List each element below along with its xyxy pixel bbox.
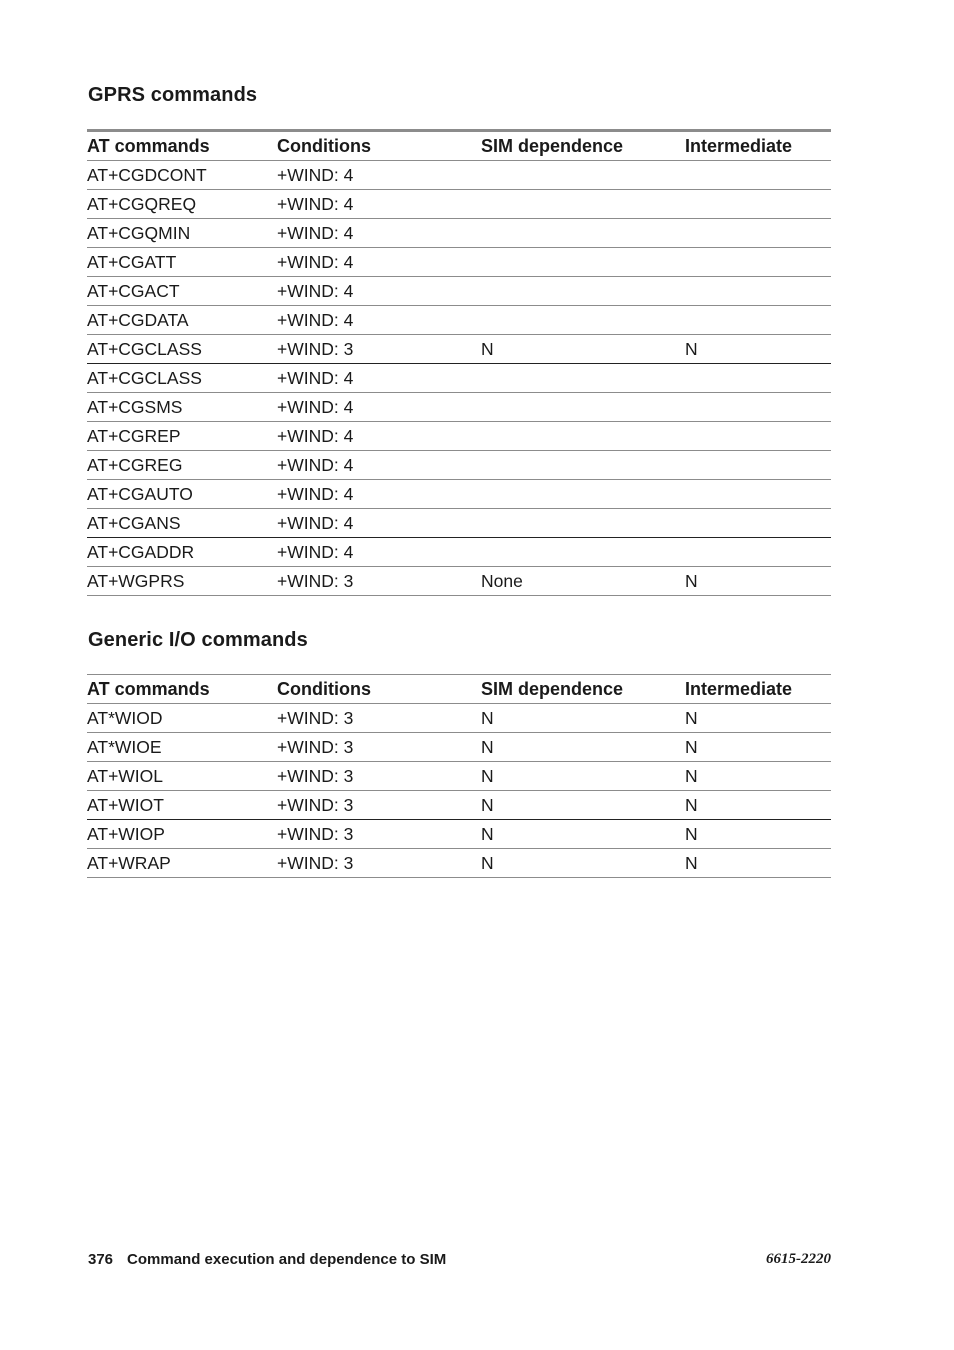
table-row [87,306,831,335]
intermediate-cell [685,190,831,219]
intermediate-cell [685,480,831,509]
sim-dependence-cell [481,190,685,219]
sim-dependence-cell: N [481,791,685,820]
sim-dependence-cell [481,480,685,509]
gprs-section-title: GPRS commands [88,84,258,106]
page-number: 376 [88,1251,114,1268]
table-row [87,161,831,190]
table-row [87,509,831,538]
table-row [87,219,831,248]
condition-cell: +WIND: 4 [277,509,481,538]
table-row [87,335,831,364]
command-cell: AT+WIOT [87,791,277,820]
table-row [87,567,831,596]
page-footer [88,1251,831,1268]
table-row [87,849,831,878]
sim-dependence-cell: N [481,849,685,878]
intermediate-cell: N [685,762,831,791]
command-cell: AT+CGCLASS [87,335,277,364]
table-row [87,190,831,219]
generic-io-section-title: Generic I/O commands [88,629,308,651]
sim-dependence-cell [481,277,685,306]
command-cell: AT+CGDATA [87,306,277,335]
header-conditions: Conditions [277,675,481,704]
sim-dependence-cell [481,161,685,190]
condition-cell: +WIND: 4 [277,190,481,219]
intermediate-cell [685,538,831,567]
gprs-commands-table [87,129,831,596]
condition-cell: +WIND: 4 [277,364,481,393]
command-cell: AT+CGCLASS [87,364,277,393]
command-cell: AT+CGSMS [87,393,277,422]
intermediate-cell: N [685,704,831,733]
header-sim-dependence: SIM dependence [481,675,685,704]
sim-dependence-cell [481,393,685,422]
command-cell: AT*WIOD [87,704,277,733]
condition-cell: +WIND: 3 [277,849,481,878]
command-cell: AT+WRAP [87,849,277,878]
table-row [87,733,831,762]
intermediate-cell [685,248,831,277]
command-cell: AT+CGREP [87,422,277,451]
intermediate-cell: N [685,567,831,596]
table-row [87,820,831,849]
command-cell: AT+WGPRS [87,567,277,596]
condition-cell: +WIND: 3 [277,567,481,596]
header-at-commands: AT commands [87,675,277,704]
sim-dependence-cell: N [481,820,685,849]
sim-dependence-cell [481,248,685,277]
condition-cell: +WIND: 4 [277,248,481,277]
condition-cell: +WIND: 4 [277,451,481,480]
table-header-row [87,675,831,704]
table-header-row [87,131,831,161]
table-row [87,451,831,480]
sim-dependence-cell: None [481,567,685,596]
intermediate-cell: N [685,335,831,364]
sim-dependence-cell [481,306,685,335]
condition-cell: +WIND: 4 [277,393,481,422]
sim-dependence-cell [481,451,685,480]
command-cell: AT+WIOP [87,820,277,849]
command-cell: AT+WIOL [87,762,277,791]
sim-dependence-cell: N [481,335,685,364]
condition-cell: +WIND: 4 [277,480,481,509]
intermediate-cell [685,277,831,306]
header-sim-dependence: SIM dependence [481,131,685,161]
table-row [87,704,831,733]
command-cell: AT*WIOE [87,733,277,762]
command-cell: AT+CGADDR [87,538,277,567]
command-cell: AT+CGATT [87,248,277,277]
command-cell: AT+CGDCONT [87,161,277,190]
sim-dependence-cell [481,538,685,567]
condition-cell: +WIND: 4 [277,219,481,248]
intermediate-cell: N [685,733,831,762]
sim-dependence-cell [481,364,685,393]
footer-section-title: Command execution and dependence to SIM [127,1251,447,1268]
intermediate-cell [685,451,831,480]
sim-dependence-cell: N [481,704,685,733]
intermediate-cell [685,161,831,190]
intermediate-cell: N [685,791,831,820]
command-cell: AT+CGANS [87,509,277,538]
command-cell: AT+CGACT [87,277,277,306]
document-number: 6615-2220 [766,1251,831,1267]
table-row [87,791,831,820]
header-intermediate: Intermediate [685,675,831,704]
intermediate-cell [685,219,831,248]
table-row [87,762,831,791]
sim-dependence-cell [481,219,685,248]
table-row [87,248,831,277]
sim-dependence-cell: N [481,733,685,762]
command-cell: AT+CGAUTO [87,480,277,509]
sim-dependence-cell: N [481,762,685,791]
sim-dependence-cell [481,509,685,538]
condition-cell: +WIND: 3 [277,791,481,820]
sim-dependence-cell [481,422,685,451]
intermediate-cell: N [685,820,831,849]
table-row [87,393,831,422]
command-cell: AT+CGREG [87,451,277,480]
condition-cell: +WIND: 3 [277,335,481,364]
generic-io-commands-table [87,674,831,878]
intermediate-cell [685,422,831,451]
condition-cell: +WIND: 3 [277,820,481,849]
header-intermediate: Intermediate [685,131,831,161]
header-conditions: Conditions [277,131,481,161]
table-row [87,480,831,509]
header-at-commands: AT commands [87,131,277,161]
intermediate-cell [685,393,831,422]
condition-cell: +WIND: 3 [277,733,481,762]
intermediate-cell [685,364,831,393]
condition-cell: +WIND: 4 [277,161,481,190]
condition-cell: +WIND: 4 [277,277,481,306]
intermediate-cell [685,306,831,335]
condition-cell: +WIND: 3 [277,704,481,733]
condition-cell: +WIND: 3 [277,762,481,791]
table-row [87,538,831,567]
intermediate-cell: N [685,849,831,878]
condition-cell: +WIND: 4 [277,538,481,567]
command-cell: AT+CGQREQ [87,190,277,219]
table-row [87,422,831,451]
condition-cell: +WIND: 4 [277,306,481,335]
condition-cell: +WIND: 4 [277,422,481,451]
table-row [87,277,831,306]
intermediate-cell [685,509,831,538]
command-cell: AT+CGQMIN [87,219,277,248]
table-row [87,364,831,393]
